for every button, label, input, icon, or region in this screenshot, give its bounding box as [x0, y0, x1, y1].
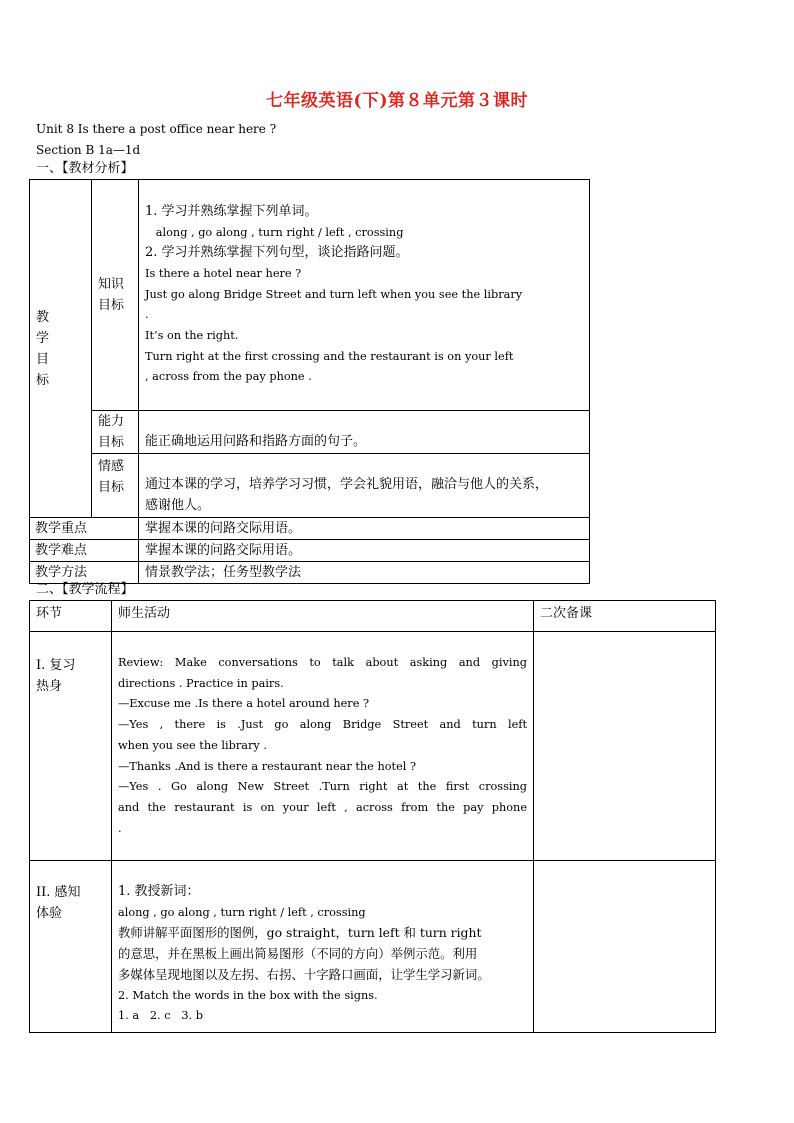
activity-line: 1. 教授新词：	[118, 884, 200, 899]
knowledge-line: It’s on the right.	[145, 329, 239, 343]
unit-line: Unit 8 Is there a post office near here ?	[36, 122, 277, 136]
header-stage: 环节	[30, 601, 112, 632]
ability-label-line: 能力	[98, 414, 125, 429]
activity-line: —Yes . Go along New Street .Turn right at the first crossing	[118, 780, 527, 794]
activity-line: 的意思，并在黑板上画出简易图形（不同的方向）举例示范。利用	[118, 946, 478, 962]
stage-line: 体验	[36, 906, 63, 921]
knowledge-label-line: 知识	[98, 277, 125, 292]
activity-review	[112, 632, 534, 861]
stage-line: 热身	[36, 679, 63, 694]
goal-char: 目	[36, 351, 50, 367]
header-notes: 二次备课	[534, 601, 716, 632]
section-line: Section B 1a—1d	[36, 143, 141, 157]
ability-label	[92, 411, 139, 454]
activity-line: 2. Match the words in the box with the signs.	[118, 988, 378, 1002]
stage-line: II. 感知	[36, 885, 81, 900]
goal-label	[30, 180, 92, 518]
part2-heading: 二、【教学流程】	[36, 582, 134, 597]
activity-line: when you see the library .	[118, 738, 267, 752]
key-point-content: 掌握本课的问路交际用语。	[139, 518, 590, 540]
activity-line: directions . Practice in pairs.	[118, 676, 284, 690]
process-table	[29, 600, 716, 1033]
activity-perception	[112, 861, 534, 1033]
activity-line: along , go along , turn right / left , crossing	[118, 905, 366, 919]
goal-char: 标	[36, 372, 50, 388]
activity-line: —Yes , there is .Just go along Bridge Street and turn left	[118, 718, 527, 732]
knowledge-label-line: 目标	[98, 298, 125, 313]
stage-review	[30, 632, 112, 861]
knowledge-line: Just go along Bridge Street and turn left when you see the library	[145, 287, 523, 301]
method-label: 教学方法	[30, 562, 139, 584]
goal-char: 学	[36, 330, 50, 346]
knowledge-line: along , go along , turn right / left , crossing	[145, 225, 404, 239]
header-activity: 师生活动	[112, 601, 534, 632]
difficulty-label: 教学难点	[30, 540, 139, 562]
knowledge-line: , across from the pay phone .	[145, 370, 312, 384]
part1-heading: 一、【教材分析】	[36, 161, 134, 176]
knowledge-line: Turn right at the first crossing and the restaurant is on your left	[145, 349, 514, 363]
knowledge-content	[139, 180, 590, 411]
knowledge-line: Is there a hotel near here ?	[145, 266, 302, 280]
analysis-table	[29, 179, 590, 584]
emotion-line: 通过本课的学习，培养学习习惯，学会礼貌用语，融洽与他人的关系，	[145, 477, 549, 492]
key-point-label: 教学重点	[30, 518, 139, 540]
emotion-label-line: 情感	[98, 459, 125, 474]
emotion-label-line: 目标	[98, 480, 125, 495]
stage-perception	[30, 861, 112, 1033]
notes-perception	[534, 861, 716, 1033]
activity-line: 教师讲解平面图形的图例，go straight，turn left 和 turn right	[118, 925, 482, 941]
activity-line: 多媒体呈现地图以及左拐、右拐、十字路口画面，让学生学习新词。	[118, 966, 490, 982]
activity-line: —Excuse me .Is there a hotel around here ?	[118, 697, 370, 711]
activity-line: 1. a 2. c 3. b	[118, 1009, 203, 1023]
activity-line: Review: Make conversations to talk about asking and giving	[118, 656, 527, 669]
activity-line: —Thanks .And is there a restaurant near the hotel ?	[118, 759, 417, 773]
method-content: 情景教学法；任务型教学法	[139, 562, 590, 584]
stage-line: I. 复习	[36, 658, 76, 673]
emotion-label	[92, 454, 139, 518]
ability-content: 能正确地运用问路和指路方面的句子。	[139, 411, 590, 454]
goal-char: 教	[36, 309, 50, 325]
ability-label-line: 目标	[98, 435, 125, 450]
knowledge-line: .	[145, 308, 149, 322]
difficulty-content: 掌握本课的问路交际用语。	[139, 540, 590, 562]
knowledge-label	[92, 180, 139, 411]
emotion-content	[139, 454, 590, 518]
knowledge-line: 2. 学习并熟练掌握下列句型，谈论指路问题。	[145, 245, 409, 261]
activity-line: and the restaurant is on your left , across from the pay phone	[118, 800, 527, 814]
page-title: 七年级英语(下)第８单元第３课时	[265, 91, 529, 111]
notes-review	[534, 632, 716, 861]
activity-line: .	[118, 821, 122, 835]
knowledge-line: 1. 学习并熟练掌握下列单词。	[145, 203, 318, 219]
emotion-line: 感谢他人。	[145, 498, 211, 513]
